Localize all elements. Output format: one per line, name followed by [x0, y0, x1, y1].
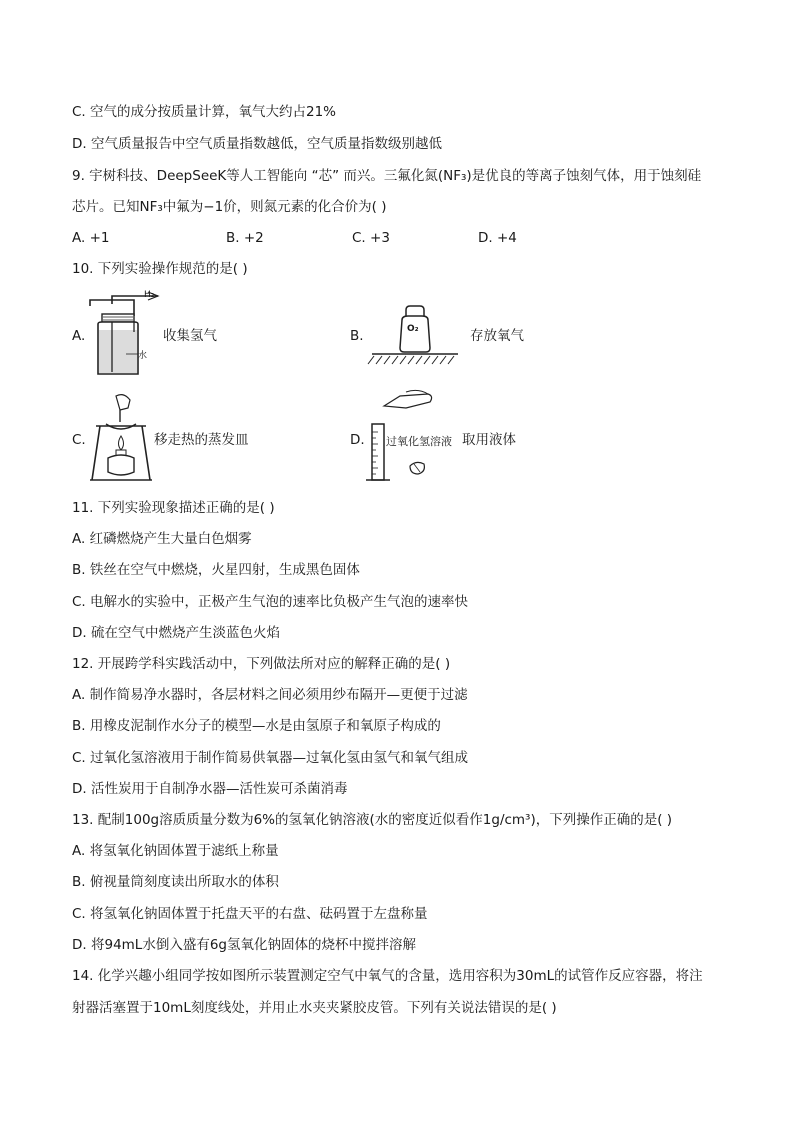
q11-stem: 11. 下列实验现象描述正确的是( ) [72, 500, 275, 516]
q9-option-b: B. +2 [226, 230, 264, 246]
water-label: 水 [138, 351, 148, 361]
q9-option-d: D. +4 [478, 230, 517, 246]
q10-c-caption: 移走热的蒸发皿 [154, 432, 249, 448]
hydrogen-peroxide-bottle-label: 过氧化氢溶液 [386, 435, 452, 448]
q10-c-letter: C. [72, 432, 86, 448]
q13-option-b: B. 俯视量筒刻度读出所取水的体积 [72, 874, 279, 890]
q10-d-letter: D. [350, 432, 365, 448]
q11-option-d: D. 硫在空气中燃烧产生淡蓝色火焰 [72, 625, 280, 641]
q12-option-b: B. 用橡皮泥制作水分子的模型—水是由氢原子和氧原子构成的 [72, 718, 441, 734]
q9-stem-line1: 9. 宇树科技、DeepSeeK等人工智能向 “芯” 而兴。三氟化氮(NF₃)是优良的等离子蚀刻气体，用于蚀刻硅 [72, 168, 702, 184]
q9-option-c: C. +3 [352, 230, 390, 246]
q9-stem-line2: 芯片。已知NF₃中氟为−1价，则氮元素的化合价为( ) [72, 199, 387, 215]
q13-option-c: C. 将氢氧化钠固体置于托盘天平的右盘、砝码置于左盘称量 [72, 906, 428, 922]
q11-option-a: A. 红磷燃烧产生大量白色烟雾 [72, 531, 252, 547]
q10-b-letter: B. [350, 328, 364, 344]
q13-option-d: D. 将94mL水倒入盛有6g氢氧化钠固体的烧杯中搅拌溶解 [72, 937, 416, 953]
q10-a-caption: 收集氢气 [163, 328, 217, 344]
q10-a-letter: A. [72, 328, 86, 344]
q14-stem-line2: 射器活塞置于10mL刻度线处，并用止水夹夹紧胶皮管。下列有关说法错误的是( ) [72, 1000, 557, 1016]
q10-d-caption: 取用液体 [462, 432, 516, 448]
q10-stem: 10. 下列实验操作规范的是( ) [72, 261, 248, 277]
q12-option-d: D. 活性炭用于自制净水器—活性炭可杀菌消毒 [72, 781, 348, 797]
hydrogen-label: H₂ [144, 290, 155, 300]
q12-option-a: A. 制作简易净水器时，各层材料之间必须用纱布隔开—更便于过滤 [72, 687, 468, 703]
q11-option-c: C. 电解水的实验中，正极产生气泡的速率比负极产生气泡的速率快 [72, 594, 469, 610]
q13-stem: 13. 配制100g溶质质量分数为6%的氢氧化钠溶液(水的密度近似看作1g/cm³)，下列操作正确的是( ) [72, 812, 673, 828]
q11-option-b: B. 铁丝在空气中燃烧，火星四射，生成黑色固体 [72, 562, 360, 578]
q8-option-d: D. 空气质量报告中空气质量指数越低，空气质量指数级别越低 [72, 136, 442, 152]
oxygen-bottle-label: O₂ [407, 324, 419, 334]
q9-option-a: A. +1 [72, 230, 110, 246]
q8-option-c: C. 空气的成分按质量计算，氧气大约占21% [72, 104, 337, 120]
q14-stem-line1: 14. 化学兴趣小组同学按如图所示装置测定空气中氧气的含量，选用容积为30mL的试管作反应容器，将注 [72, 968, 703, 984]
q10-b-caption: 存放氧气 [470, 328, 524, 344]
q12-stem: 12. 开展跨学科实践活动中，下列做法所对应的解释正确的是( ) [72, 656, 451, 672]
q13-option-a: A. 将氢氧化钠固体置于滤纸上称量 [72, 843, 279, 859]
q12-option-c: C. 过氧化氢溶液用于制作简易供氧器—过氧化氢由氢气和氧气组成 [72, 750, 469, 766]
evaporating-dish-tripod-figure [90, 392, 152, 484]
